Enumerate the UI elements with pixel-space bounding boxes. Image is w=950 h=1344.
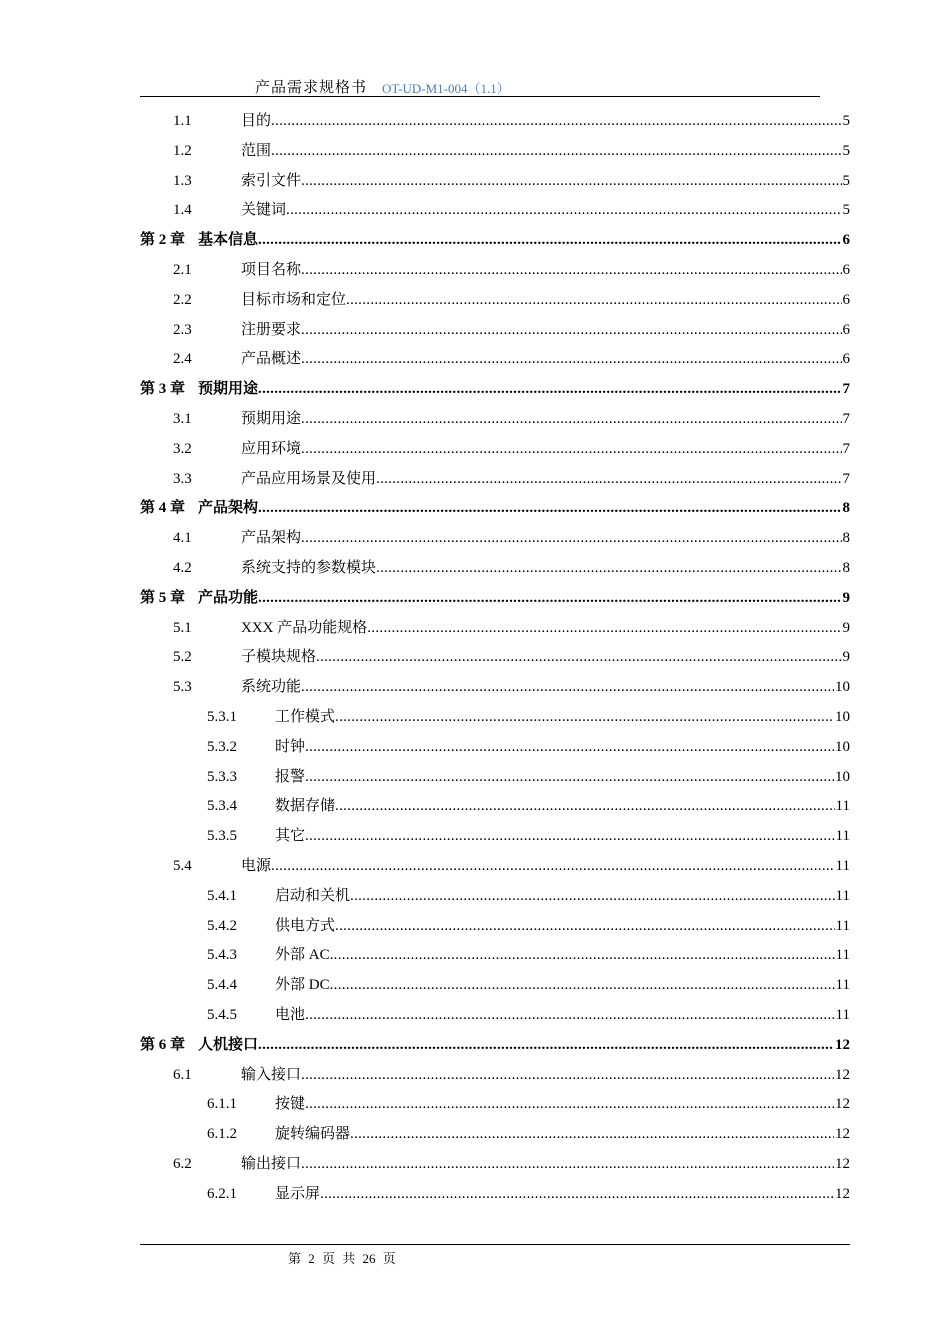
- toc-entry-body: [241, 673, 850, 703]
- toc-entry-label: 数据存储: [275, 792, 335, 822]
- toc-entry-body: [241, 554, 850, 584]
- toc-entry-label: 时钟: [275, 733, 305, 763]
- toc-entry-label: 供电方式: [275, 912, 335, 942]
- toc-entry-number: 2.2: [173, 291, 192, 308]
- toc-entry-page: 12: [835, 1155, 850, 1172]
- toc-entry-page: 11: [835, 857, 850, 874]
- toc-entry-page: 11: [835, 798, 850, 815]
- toc-entry-page: 11: [835, 917, 850, 934]
- toc-entry[interactable]: [140, 554, 850, 584]
- toc-entry[interactable]: [140, 643, 850, 673]
- toc-entry-number: 5.3.1: [207, 708, 237, 725]
- toc-entry-body: [275, 882, 850, 912]
- toc-entry[interactable]: [140, 524, 850, 554]
- toc-entry-body: [241, 107, 850, 137]
- toc-entry-number: 5.4.4: [207, 977, 237, 994]
- toc-entry-number: 4.2: [173, 559, 192, 576]
- toc-entry-page: 7: [842, 410, 850, 427]
- toc-leader-dots: [350, 1120, 834, 1150]
- toc-entry-number: 第 6 章: [140, 1036, 186, 1053]
- toc-entry-label: 启动和关机: [275, 882, 350, 912]
- toc-leader-dots: [305, 1090, 834, 1120]
- toc-entry-label: 人机接口: [198, 1031, 258, 1061]
- toc-entry-page: 7: [842, 470, 850, 487]
- toc-entry-page: 10: [835, 768, 850, 785]
- toc-entry-page: 12: [835, 1126, 850, 1143]
- toc-leader-dots: [330, 941, 835, 971]
- toc-entry-label: 项目名称: [241, 256, 301, 286]
- toc-entry-number: 第 2 章: [140, 232, 186, 249]
- toc-entry[interactable]: [140, 137, 850, 167]
- toc-entry[interactable]: [140, 1150, 850, 1180]
- toc-entry[interactable]: [140, 465, 850, 495]
- toc-leader-dots: [258, 226, 841, 256]
- toc-entry-page: 7: [842, 381, 850, 398]
- toc-entry-body: [198, 375, 850, 405]
- toc-entry-label: 外部 DC: [275, 971, 330, 1001]
- toc-leader-dots: [335, 703, 834, 733]
- toc-entry-page: 7: [842, 440, 850, 457]
- toc-entry[interactable]: [140, 763, 850, 793]
- toc-entry-number: 6.2.1: [207, 1185, 237, 1202]
- toc-leader-dots: [305, 763, 834, 793]
- toc-entry[interactable]: [140, 971, 850, 1001]
- toc-leader-dots: [271, 107, 841, 137]
- toc-entry-number: 5.3.3: [207, 768, 237, 785]
- toc-entry-page: 5: [842, 172, 850, 189]
- toc-leader-dots: [301, 435, 841, 465]
- toc-entry-number: 第 4 章: [140, 500, 186, 517]
- toc-entry-page: 10: [835, 679, 850, 696]
- toc-entry-page: 9: [842, 589, 850, 606]
- toc-leader-dots: [301, 405, 841, 435]
- toc-entry-page: 11: [835, 828, 850, 845]
- toc-entry[interactable]: [140, 912, 850, 942]
- toc-entry[interactable]: [140, 316, 850, 346]
- toc-entry-number: 5.4.3: [207, 947, 237, 964]
- toc-entry-number: 4.1: [173, 530, 192, 547]
- toc-entry-body: [241, 435, 850, 465]
- toc-entry[interactable]: [140, 1120, 850, 1150]
- toc-entry-label: 预期用途: [198, 375, 258, 405]
- page-number: 第 2 页 共 26 页: [288, 1251, 396, 1266]
- toc-entry-label: 目的: [241, 107, 271, 137]
- toc-entry-label: 旋转编码器: [275, 1120, 350, 1150]
- toc-entry[interactable]: [140, 1031, 850, 1061]
- toc-entry-number: 3.2: [173, 440, 192, 457]
- toc-entry-body: [241, 196, 850, 226]
- toc-entry-number: 5.2: [173, 649, 192, 666]
- toc-entry-body: [241, 286, 850, 316]
- document-title: 产品需求规格书: [255, 78, 368, 96]
- toc-leader-dots: [301, 524, 841, 554]
- toc-leader-dots: [305, 1001, 835, 1031]
- toc-entry-body: [275, 703, 850, 733]
- toc-entry-number: 6.1: [173, 1066, 192, 1083]
- toc-entry-body: [275, 1001, 850, 1031]
- toc-entry-page: 12: [835, 1096, 850, 1113]
- toc-entry-body: [241, 345, 850, 375]
- toc-entry-page: 8: [842, 530, 850, 547]
- toc-entry[interactable]: [140, 941, 850, 971]
- toc-leader-dots: [258, 494, 841, 524]
- toc-entry-body: [241, 167, 850, 197]
- toc-entry[interactable]: [140, 822, 850, 852]
- toc-entry-page: 5: [842, 202, 850, 219]
- toc-entry[interactable]: [140, 1090, 850, 1120]
- toc-leader-dots: [301, 167, 841, 197]
- toc-entry[interactable]: [140, 435, 850, 465]
- toc-leader-dots: [335, 792, 835, 822]
- toc-entry-page: 9: [842, 619, 850, 636]
- toc-leader-dots: [258, 584, 841, 614]
- toc-leader-dots: [335, 912, 835, 942]
- toc-entry-number: 第 3 章: [140, 381, 186, 398]
- toc-entry[interactable]: [140, 1001, 850, 1031]
- toc-entry-label: 产品概述: [241, 345, 301, 375]
- toc-entry-body: [198, 584, 850, 614]
- toc-entry[interactable]: [140, 256, 850, 286]
- toc-entry-page: 11: [835, 977, 850, 994]
- toc-leader-dots: [301, 345, 841, 375]
- toc-entry-label: 预期用途: [241, 405, 301, 435]
- toc-entry[interactable]: [140, 345, 850, 375]
- toc-entry-page: 10: [835, 708, 850, 725]
- toc-entry[interactable]: [140, 1061, 850, 1091]
- toc-entry-page: 9: [842, 649, 850, 666]
- toc-entry-body: [241, 465, 850, 495]
- toc-leader-dots: [301, 1061, 834, 1091]
- toc-entry[interactable]: [140, 703, 850, 733]
- toc-entry-body: [275, 1120, 850, 1150]
- toc-entry-number: 5.3.4: [207, 798, 237, 815]
- toc-entry-number: 2.1: [173, 261, 192, 278]
- toc-entry-number: 2.4: [173, 351, 192, 368]
- toc-leader-dots: [271, 137, 841, 167]
- toc-entry-label: 电源: [241, 852, 271, 882]
- toc-entry[interactable]: [140, 167, 850, 197]
- toc-entry-number: 5.4.1: [207, 887, 237, 904]
- toc-entry-number: 3.1: [173, 410, 192, 427]
- toc-leader-dots: [301, 256, 841, 286]
- toc-leader-dots: [301, 316, 841, 346]
- toc-leader-dots: [305, 822, 835, 852]
- toc-entry-body: [241, 524, 850, 554]
- toc-entry-label: 产品应用场景及使用: [241, 465, 376, 495]
- toc-entry-label: 子模块规格: [241, 643, 316, 673]
- toc-entry-label: 范围: [241, 137, 271, 167]
- toc-entry-label: XXX 产品功能规格: [241, 614, 367, 644]
- toc-entry-page: 8: [842, 500, 850, 517]
- toc-entry-body: [241, 405, 850, 435]
- toc-entry[interactable]: [140, 286, 850, 316]
- toc-leader-dots: [271, 852, 835, 882]
- toc-entry[interactable]: [140, 1180, 850, 1210]
- toc-entry-number: 5.4.5: [207, 1006, 237, 1023]
- toc-entry-label: 工作模式: [275, 703, 335, 733]
- toc-entry-page: 6: [842, 261, 850, 278]
- toc-entry-number: 5.3: [173, 679, 192, 696]
- toc-leader-dots: [320, 1180, 834, 1210]
- toc-leader-dots: [376, 465, 841, 495]
- toc-leader-dots: [258, 375, 841, 405]
- toc-entry-number: 5.3.2: [207, 738, 237, 755]
- toc-leader-dots: [330, 971, 835, 1001]
- toc-entry[interactable]: [140, 494, 850, 524]
- toc-entry-body: [275, 763, 850, 793]
- toc-entry-number: 6.1.1: [207, 1096, 237, 1113]
- toc-entry-label: 注册要求: [241, 316, 301, 346]
- table-of-contents: [140, 107, 850, 1209]
- toc-entry-body: [241, 643, 850, 673]
- toc-entry-label: 索引文件: [241, 167, 301, 197]
- toc-entry[interactable]: [140, 792, 850, 822]
- page-header: [140, 76, 820, 97]
- toc-entry-body: [275, 912, 850, 942]
- toc-entry-number: 第 5 章: [140, 589, 186, 606]
- toc-entry[interactable]: [140, 673, 850, 703]
- toc-entry-body: [241, 316, 850, 346]
- toc-entry-page: 11: [835, 887, 850, 904]
- toc-entry-body: [275, 792, 850, 822]
- toc-entry-body: [241, 137, 850, 167]
- toc-entry-number: 1.1: [173, 113, 192, 129]
- toc-entry-label: 产品功能: [198, 584, 258, 614]
- toc-leader-dots: [346, 286, 841, 316]
- toc-leader-dots: [376, 554, 841, 584]
- toc-leader-dots: [258, 1031, 834, 1061]
- toc-entry[interactable]: [140, 584, 850, 614]
- toc-leader-dots: [350, 882, 835, 912]
- toc-entry-body: [275, 1090, 850, 1120]
- toc-entry-number: 5.1: [173, 619, 192, 636]
- toc-entry-number: 5.4.2: [207, 917, 237, 934]
- toc-entry-label: 报警: [275, 763, 305, 793]
- toc-entry-label: 电池: [275, 1001, 305, 1031]
- toc-entry-page: 12: [835, 1036, 850, 1053]
- toc-entry-body: [275, 1180, 850, 1210]
- toc-entry-page: 6: [842, 321, 850, 338]
- toc-entry-number: 1.4: [173, 202, 192, 219]
- page-footer: [140, 1244, 850, 1266]
- toc-entry-page: 6: [842, 232, 850, 249]
- toc-entry-label: 显示屏: [275, 1180, 320, 1210]
- toc-entry-body: [198, 494, 850, 524]
- toc-entry-body: [198, 1031, 850, 1061]
- toc-entry-body: [275, 971, 850, 1001]
- toc-entry-number: 6.1.2: [207, 1126, 237, 1143]
- toc-entry-label: 输出接口: [241, 1150, 301, 1180]
- toc-entry-page: 5: [842, 142, 850, 159]
- toc-entry-label: 输入接口: [241, 1061, 301, 1091]
- toc-leader-dots: [367, 614, 841, 644]
- toc-entry-body: [275, 941, 850, 971]
- toc-entry-page: 12: [835, 1066, 850, 1083]
- toc-leader-dots: [286, 196, 841, 226]
- toc-entry-page: 6: [842, 351, 850, 368]
- toc-entry-page: 12: [835, 1185, 850, 1202]
- toc-entry-number: 6.2: [173, 1155, 192, 1172]
- toc-entry-label: 目标市场和定位: [241, 286, 346, 316]
- toc-entry-body: [241, 852, 850, 882]
- toc-entry-number: 1.2: [173, 142, 192, 159]
- toc-entry-page: 11: [835, 1006, 850, 1023]
- toc-leader-dots: [316, 643, 841, 673]
- toc-entry[interactable]: [140, 852, 850, 882]
- toc-entry-label: 其它: [275, 822, 305, 852]
- toc-entry-number: 2.3: [173, 321, 192, 338]
- toc-entry-label: 产品架构: [241, 524, 301, 554]
- toc-entry[interactable]: [140, 405, 850, 435]
- toc-entry-body: [241, 1061, 850, 1091]
- toc-entry-label: 外部 AC: [275, 941, 330, 971]
- toc-entry[interactable]: [140, 375, 850, 405]
- toc-entry-page: 5: [842, 113, 850, 129]
- toc-entry-label: 按键: [275, 1090, 305, 1120]
- toc-entry-number: 5.4: [173, 857, 192, 874]
- toc-entry-number: 1.3: [173, 172, 192, 189]
- toc-entry-label: 关键词: [241, 196, 286, 226]
- document-code: OT-UD-M1-004（1.1）: [382, 81, 510, 96]
- toc-entry[interactable]: [140, 226, 850, 256]
- toc-entry-number: 5.3.5: [207, 828, 237, 845]
- toc-entry-body: [241, 1150, 850, 1180]
- toc-entry-body: [241, 614, 850, 644]
- toc-entry[interactable]: [140, 614, 850, 644]
- toc-entry[interactable]: [140, 196, 850, 226]
- toc-entry-body: [275, 822, 850, 852]
- toc-leader-dots: [301, 673, 834, 703]
- toc-entry-page: 10: [835, 738, 850, 755]
- toc-entry-page: 6: [842, 291, 850, 308]
- toc-entry[interactable]: [140, 882, 850, 912]
- toc-entry-label: 系统功能: [241, 673, 301, 703]
- toc-entry[interactable]: [140, 733, 850, 763]
- toc-entry-body: [275, 733, 850, 763]
- toc-entry-label: 系统支持的参数模块: [241, 554, 376, 584]
- toc-entry-label: 产品架构: [198, 494, 258, 524]
- toc-entry[interactable]: [140, 107, 850, 137]
- toc-entry-page: 11: [835, 947, 850, 964]
- toc-entry-number: 3.3: [173, 470, 192, 487]
- toc-entry-body: [241, 256, 850, 286]
- toc-leader-dots: [301, 1150, 834, 1180]
- toc-leader-dots: [305, 733, 834, 763]
- toc-entry-body: [198, 226, 850, 256]
- toc-entry-label: 基本信息: [198, 226, 258, 256]
- toc-entry-label: 应用环境: [241, 435, 301, 465]
- toc-entry-page: 8: [842, 559, 850, 576]
